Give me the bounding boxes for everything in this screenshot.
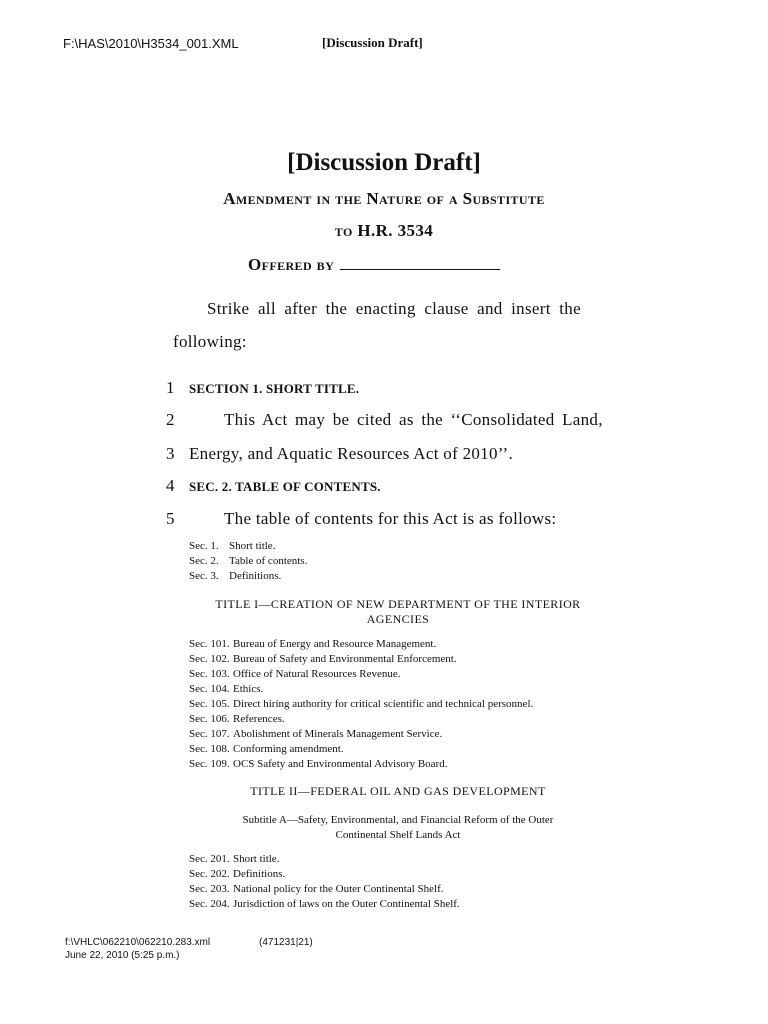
toc-sec-title: National policy for the Outer Continental Shelf.	[233, 883, 444, 895]
toc-sec-number: Sec. 101.	[189, 638, 230, 650]
toc-sec-number: Sec. 104.	[189, 683, 230, 695]
line-number: 5	[166, 509, 175, 528]
toc-item	[189, 569, 307, 584]
toc-sec-number: Sec. 203.	[189, 883, 230, 895]
toc-sec-number: Sec. 3.	[189, 570, 219, 582]
footer-code: (471231|21)	[259, 937, 313, 948]
document-title: [Discussion Draft]	[287, 149, 481, 176]
toc-sec-title: Conforming amendment.	[233, 743, 344, 755]
toc-sec-number: Sec. 202.	[189, 868, 230, 880]
toc-title-1-heading-line-2: AGENCIES	[366, 612, 430, 626]
line-number: 2	[166, 410, 175, 429]
toc-item	[189, 852, 460, 867]
toc-title-2-list	[189, 852, 460, 912]
toc-sec-number: Sec. 102.	[189, 653, 230, 665]
toc-item	[189, 697, 533, 712]
toc-title-1-heading-line-1: TITLE I—CREATION OF NEW DEPARTMENT OF THE INTERIOR	[215, 597, 581, 611]
toc-item	[189, 712, 533, 727]
section-2-heading: SEC. 2. TABLE OF CONTENTS.	[189, 479, 381, 494]
toc-item	[189, 667, 533, 682]
toc-sec-number: Sec. 107.	[189, 728, 230, 740]
offered-by-label: Offered by	[248, 255, 335, 274]
toc-title-1-list	[189, 637, 533, 772]
toc-subtitle-a-heading	[0, 813, 768, 843]
toc-sec-title: Abolishment of Minerals Management Service.	[233, 728, 443, 740]
section-1-heading: SECTION 1. SHORT TITLE.	[189, 381, 360, 396]
intro-line-2: following:	[173, 332, 247, 351]
toc-item	[189, 652, 533, 667]
toc-sec-number: Sec. 106.	[189, 713, 230, 725]
toc-item	[189, 757, 533, 772]
toc-item	[189, 682, 533, 697]
line-number: 1	[166, 378, 175, 397]
toc-sec-number: Sec. 109.	[189, 758, 230, 770]
toc-sec-title: Short title.	[229, 540, 276, 552]
toc-sec-number: Sec. 204.	[189, 898, 230, 910]
header-file-path: F:\HAS\2010\H3534_001.XML	[63, 36, 239, 51]
toc-sec-title: Office of Natural Resources Revenue.	[233, 668, 401, 680]
toc-sec-title: Bureau of Energy and Resource Management.	[233, 638, 437, 650]
line-number: 3	[166, 444, 175, 463]
toc-general-list	[189, 539, 307, 584]
footer-file-path: f:\VHLC\062210\062210.283.xml	[65, 937, 211, 948]
toc-sec-number: Sec. 2.	[189, 555, 219, 567]
toc-item	[189, 882, 460, 897]
toc-sec-number: Sec. 1.	[189, 540, 219, 552]
toc-subtitle-line-2: Continental Shelf Lands Act	[335, 829, 461, 841]
line-number: 4	[166, 476, 175, 495]
toc-sec-title: Ethics.	[233, 683, 264, 695]
toc-sec-title: Definitions.	[229, 570, 282, 582]
toc-sec-title: References.	[233, 713, 285, 725]
toc-item	[189, 637, 533, 652]
toc-sec-number: Sec. 201.	[189, 853, 230, 865]
toc-title-2-heading: TITLE II—FEDERAL OIL AND GAS DEVELOPMENT	[250, 784, 546, 798]
toc-item	[189, 742, 533, 757]
toc-sec-number: Sec. 103.	[189, 668, 230, 680]
toc-sec-number: Sec. 105.	[189, 698, 230, 710]
toc-sec-title: Direct hiring authority for critical scientific and technical personnel.	[233, 698, 534, 710]
toc-item	[189, 539, 307, 554]
section-1-text-line-2: Energy, and Aquatic Resources Act of 2010’’.	[189, 444, 513, 463]
toc-item	[189, 897, 460, 912]
toc-sec-number: Sec. 108.	[189, 743, 230, 755]
toc-item	[189, 727, 533, 742]
intro-line-1: Strike all after the enacting clause and insert the	[207, 299, 581, 318]
toc-sec-title: OCS Safety and Environmental Advisory Board.	[233, 758, 448, 770]
header-draft-label: [Discussion Draft]	[322, 35, 423, 50]
section-2-text: The table of contents for this Act is as follows:	[224, 509, 557, 528]
toc-sec-title: Jurisdiction of laws on the Outer Continental Shelf.	[233, 898, 460, 910]
toc-sec-title: Definitions.	[233, 868, 286, 880]
toc-item	[189, 867, 460, 882]
toc-title-1-heading	[0, 597, 768, 627]
toc-sec-title: Short title.	[233, 853, 280, 865]
toc-sec-title: Table of contents.	[229, 555, 308, 567]
toc-sec-title: Bureau of Safety and Environmental Enforcement.	[233, 653, 457, 665]
bill-number-heading: to H.R. 3534	[334, 221, 434, 240]
toc-subtitle-line-1: Subtitle A—Safety, Environmental, and Financial Reform of the Outer	[242, 814, 554, 826]
footer-timestamp: June 22, 2010 (5:25 p.m.)	[65, 950, 180, 961]
amendment-heading: Amendment in the Nature of a Substitute	[223, 189, 545, 208]
offered-by-line	[248, 255, 500, 275]
section-1-text-line-1: This Act may be cited as the ‘‘Consolidated Land,	[224, 410, 603, 429]
offered-by-blank	[340, 257, 500, 270]
toc-item	[189, 554, 307, 569]
